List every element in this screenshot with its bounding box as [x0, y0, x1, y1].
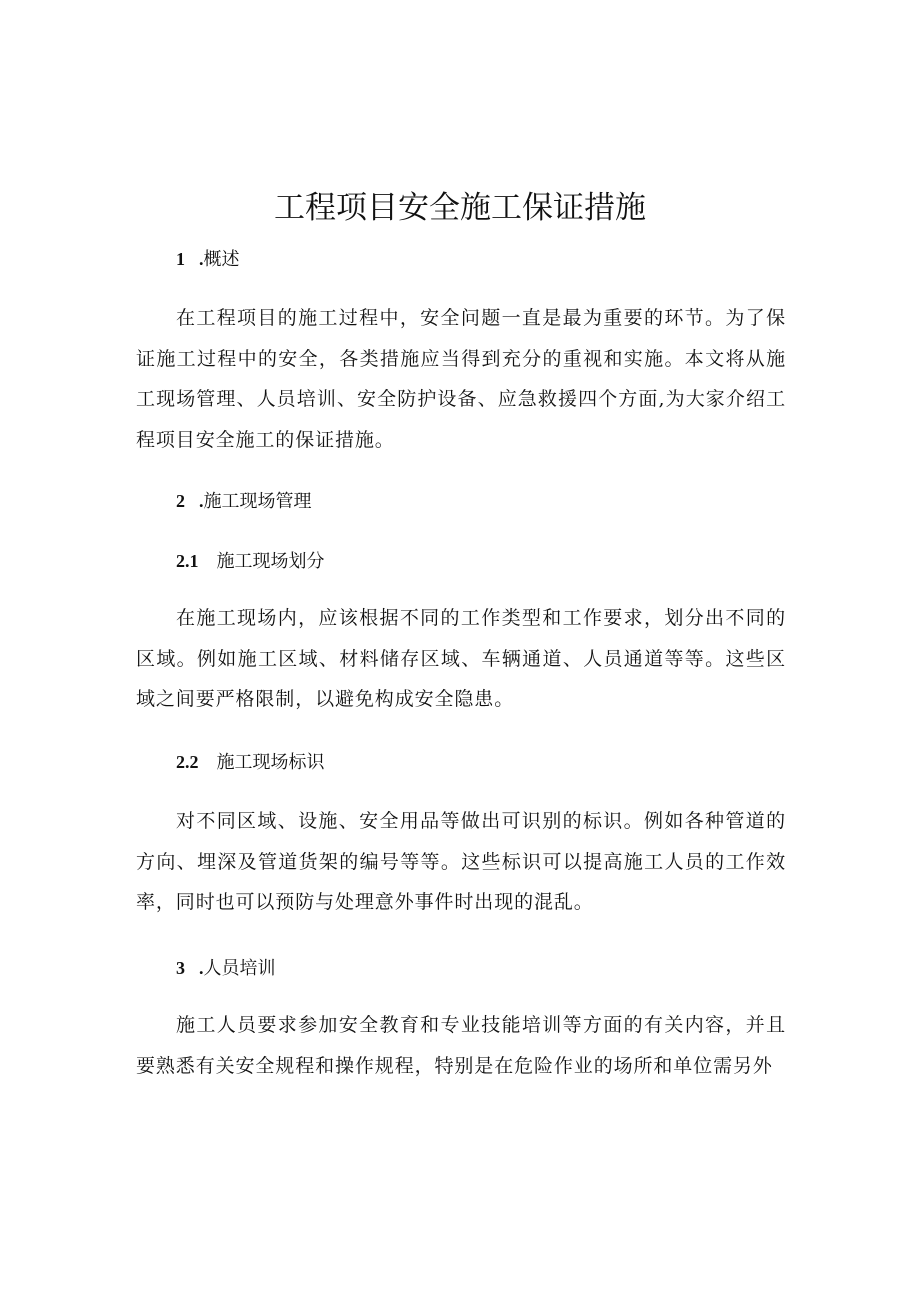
section-title: 施工现场划分: [216, 551, 325, 572]
section-number: 2.1: [176, 551, 199, 571]
section-heading-2-1: [176, 549, 325, 574]
paragraph-personnel-training: 施工人员要求参加安全教育和专业技能培训等方面的有关内容，并且要熟悉有关安全规程和操作规程，特别是在危险作业的场所和单位需另外: [136, 1014, 786, 1077]
section-heading-2: [176, 489, 312, 514]
paragraph-site-division: 在施工现场内，应该根据不同的工作类型和工作要求，划分出不同的区域。例如施工区域、材料储存区域、车辆通道、人员通道等等。这些区域之间要严格限制，以避免构成安全隐患。: [136, 607, 786, 710]
document-title: 工程项目安全施工保证措施: [274, 190, 646, 226]
section-number: 2: [176, 491, 185, 511]
section-heading-2-2: [176, 750, 325, 775]
section-number: 1: [176, 249, 185, 269]
section-number: 2.2: [176, 752, 199, 772]
section-title: 施工现场管理: [203, 491, 312, 512]
section-title: 施工现场标识: [216, 752, 325, 773]
section-separator: .: [199, 249, 204, 269]
section-separator: .: [199, 491, 204, 511]
paragraph-overview: 在工程项目的施工过程中，安全问题一直是最为重要的环节。为了保证施工过程中的安全，各类措施应当得到充分的重视和实施。本文将从施工现场管理、人员培训、安全防护设备、应急救援四个方面,为大家介绍工程项目安全施工的保证措施。: [136, 307, 786, 451]
section-heading-3: [176, 956, 276, 981]
section-title: 人员培训: [203, 958, 276, 979]
section-title: 概述: [203, 249, 240, 270]
section-number: 3: [176, 958, 185, 978]
paragraph-site-signage: 对不同区域、设施、安全用品等做出可识别的标识。例如各种管道的方向、埋深及管道货架的编号等等。这些标识可以提高施工人员的工作效率，同时也可以预防与处理意外事件时出现的混乱。: [136, 810, 786, 913]
section-separator: .: [199, 958, 204, 978]
section-heading-1: [176, 247, 240, 272]
